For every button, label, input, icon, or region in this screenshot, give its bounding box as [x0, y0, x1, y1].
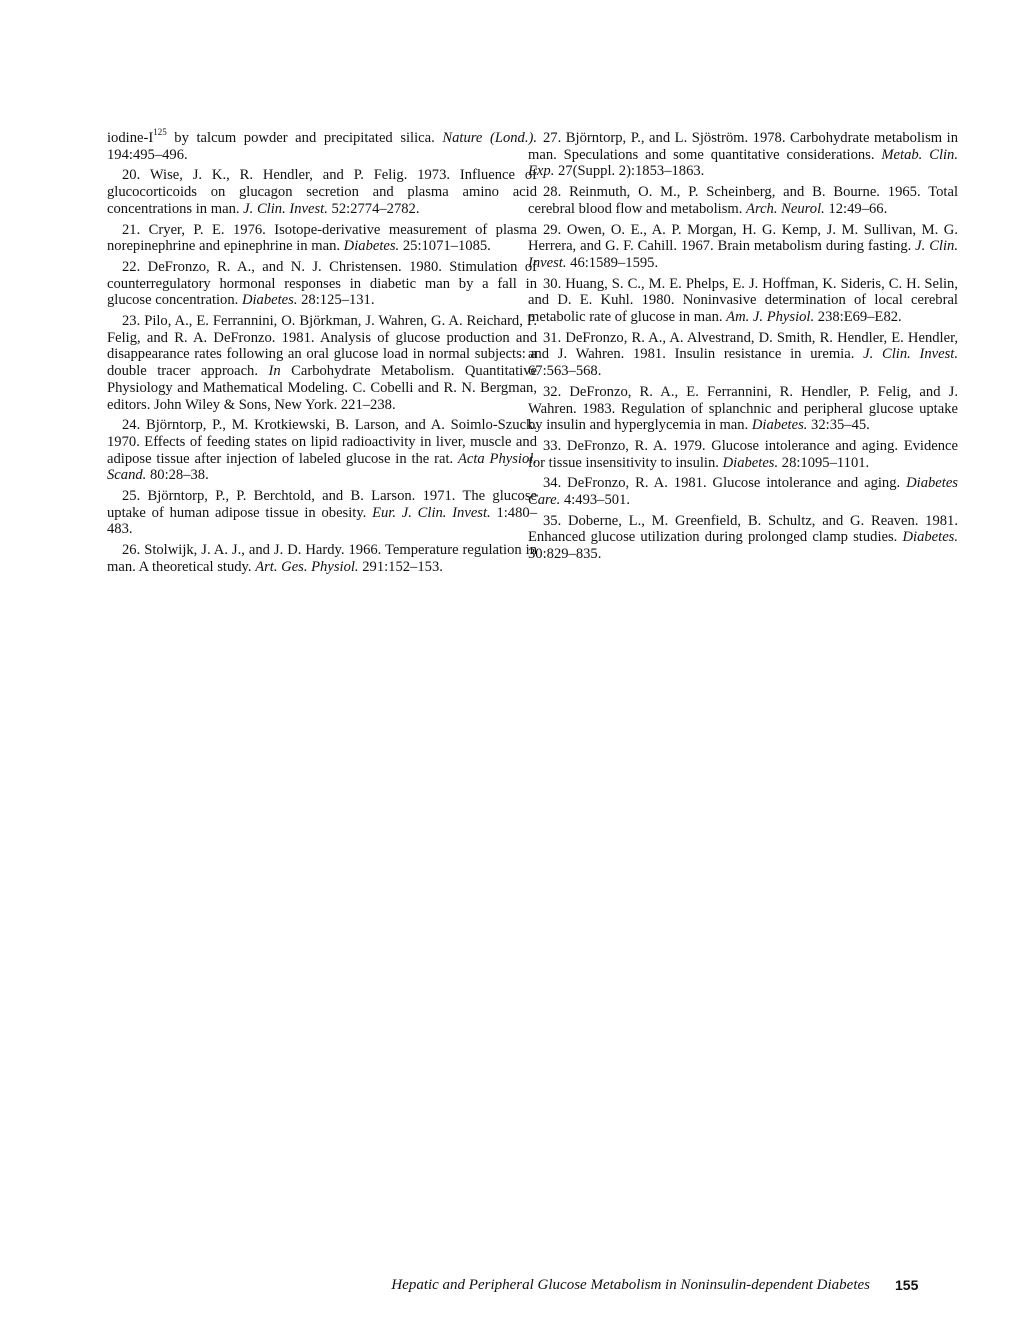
- page-footer: [0, 1277, 1020, 1297]
- reference-item: 27. Björntorp, P., and L. Sjöström. 1978. Carbohydrate metabolism in man. Speculations and some quantitative considerations. Metab. Clin. Exp. 27(Suppl. 2):1853–1863.: [528, 130, 958, 180]
- reference-item: 25. Björntorp, P., P. Berchtold, and B. Larson. 1971. The glucose uptake of human adipose tissue in obesity. Eur. J. Clin. Invest. 1:480–483.: [107, 488, 537, 538]
- reference-item: 21. Cryer, P. E. 1976. Isotope-derivative measurement of plasma norepinephrine and epinephrine in man. Diabetes. 25:1071–1085.: [107, 221, 537, 255]
- reference-item: 26. Stolwijk, J. A. J., and J. D. Hardy. 1966. Temperature regulation in man. A theoretical study. Art. Ges. Physiol. 291:152–153.: [107, 542, 537, 575]
- reference-item: 34. DeFronzo, R. A. 1981. Glucose intolerance and aging. Diabetes Care. 4:493–501.: [528, 475, 958, 509]
- reference-item: 24. Björntorp, P., M. Krotkiewski, B. Larson, and A. Soimlo-Szuck. 1970. Effects of feeding states on lipid radioactivity in liver, muscle and adipose tissue after injection of labeled glucose in the rat. Acta Physiol. Scand. 80:28–38.: [107, 417, 537, 484]
- reference-item: 28. Reinmuth, O. M., P. Scheinberg, and B. Bourne. 1965. Total cerebral blood flow and metabolism. Arch. Neurol. 12:49–66.: [528, 184, 958, 217]
- reference-item: 31. DeFronzo, R. A., A. Alvestrand, D. Smith, R. Hendler, E. Hendler, and J. Wahren. 1981. Insulin resistance in uremia. J. Clin. Invest. 67:563–568.: [528, 329, 958, 380]
- reference-item: 33. DeFronzo, R. A. 1979. Glucose intolerance and aging. Evidence for tissue insensitivity to insulin. Diabetes. 28:1095–1101.: [528, 437, 958, 471]
- reference-item: 23. Pilo, A., E. Ferrannini, O. Björkman, J. Wahren, G. A. Reichard, P. Felig, and R. A. DeFronzo. 1981. Analysis of glucose production and disappearance rates following an oral glucose load in normal subjects: a double tracer approach. In Carbohydrate Metabolism. Quantitative Physiology and Mathematical Modeling. C. Cobelli and R. N. Bergman, editors. John Wiley & Sons, New York. 221–238.: [107, 313, 538, 413]
- reference-item: 29. Owen, O. E., A. P. Morgan, H. G. Kemp, J. M. Sullivan, M. G. Herrera, and G. F. Cahill. 1967. Brain metabolism during fasting. J. Clin. Invest. 46:1589–1595.: [528, 221, 958, 271]
- reference-item: 35. Doberne, L., M. Greenfield, B. Schultz, and G. Reaven. 1981. Enhanced glucose utilization during prolonged clamp studies. Diabetes. 30:829–835.: [528, 512, 958, 563]
- reference-column-left: [107, 127, 538, 580]
- reference-column-right: [528, 130, 958, 567]
- reference-item: 32. DeFronzo, R. A., E. Ferrannini, R. Hendler, P. Felig, and J. Wahren. 1983. Regulation of splanchnic and peripheral glucose uptake by insulin and hyperglycemia in man. Diabetes. 32:35–45.: [528, 383, 958, 434]
- reference-item: 30. Huang, S. C., M. E. Phelps, E. J. Hoffman, K. Sideris, C. H. Selin, and D. E. Kuhl. 1980. Noninvasive determination of local cerebral metabolic rate of glucose in man. Am. J. Physiol. 238:E69–E82.: [528, 275, 958, 326]
- running-title: Hepatic and Peripheral Glucose Metabolism in Noninsulin-dependent Diabetes: [391, 1277, 870, 1293]
- reference-item: iodine-$I^{125}$ by talcum powder and precipitated silica. Nature (Lond.). 194:495–496.: [107, 127, 537, 163]
- reference-item: 22. DeFronzo, R. A., and N. J. Christensen. 1980. Stimulation of counterregulatory hormonal responses in diabetic man by a fall in glucose concentration. Diabetes. 28:125–131.: [107, 258, 537, 309]
- reference-item: 20. Wise, J. K., R. Hendler, and P. Felig. 1973. Influence of glucocorticoids on glucagon secretion and plasma amino acid concentrations in man. J. Clin. Invest. 52:2774–2782.: [107, 167, 537, 217]
- page-number: 155: [895, 1277, 919, 1293]
